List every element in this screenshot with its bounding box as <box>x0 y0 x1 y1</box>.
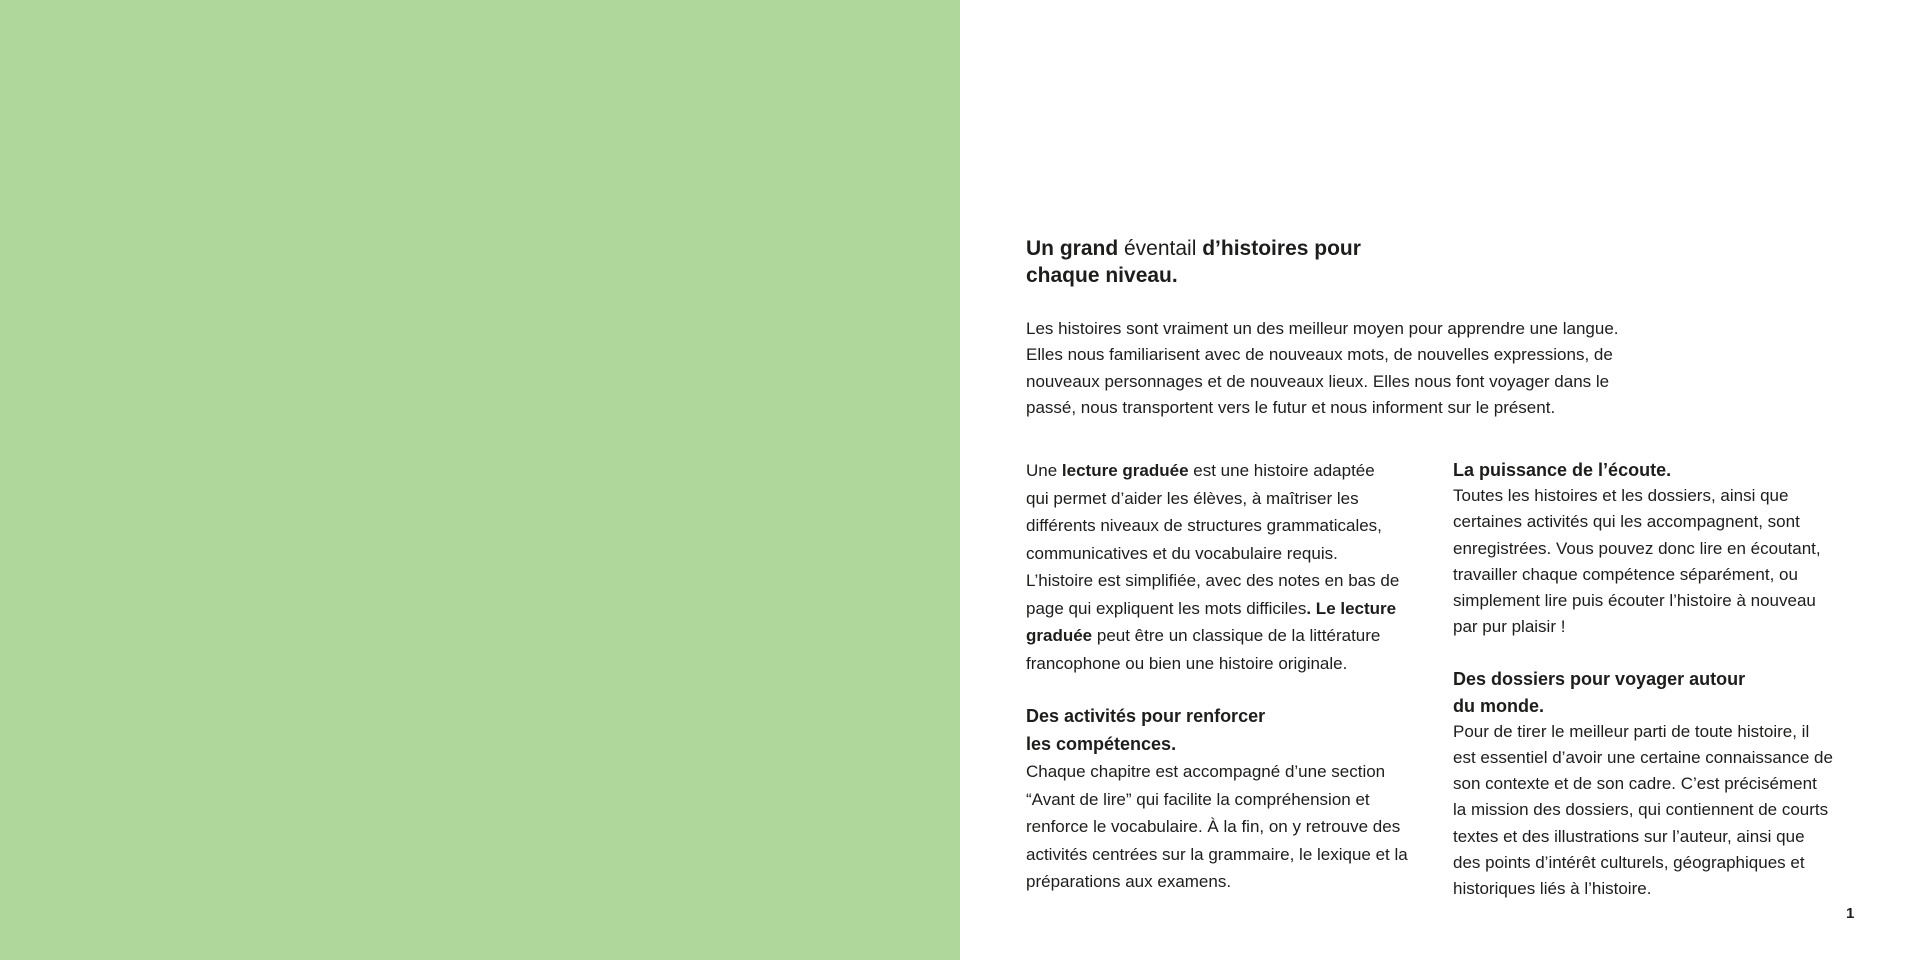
text-line: simplement lire puis écouter l’histoire à nouveau <box>1453 591 1816 611</box>
text-line: des points d’intérêt culturels, géographiques et <box>1453 852 1805 872</box>
text-line: communicatives et du vocabulaire requis. <box>1026 543 1338 563</box>
text-line: L’histoire est simplifiée, avec des notes en bas de <box>1026 571 1400 590</box>
section-heading: Des dossiers pour voyager autour <box>1453 669 1746 690</box>
text: Une <box>1026 461 1062 480</box>
text-line: Les histoires sont vraiment un des meilleur moyen pour apprendre une langue. <box>1026 319 1619 338</box>
text-line: renforce le vocabulaire. À la fin, on y retrouve des <box>1026 817 1401 836</box>
section-heading: les compétences. <box>1026 733 1177 754</box>
section-heading: Des activités pour renforcer <box>1026 706 1266 726</box>
text-line: activités centrées sur la grammaire, le lexique et la <box>1026 844 1408 864</box>
text-line: passé, nous transportent vers le futur et nous informent sur le présent. <box>1026 397 1556 417</box>
text-line: la mission des dossiers, qui contiennent de courts <box>1453 800 1829 820</box>
section-heading: du monde. <box>1453 695 1544 716</box>
text-line: certaines activités qui les accompagnent, sont <box>1453 512 1800 532</box>
page-title <box>1026 235 1361 289</box>
text-line: Elles nous familiarisent avec de nouveaux mots, de nouvelles expressions, de <box>1026 345 1613 365</box>
title-light: éventail <box>1118 237 1203 260</box>
text-line: par pur plaisir ! <box>1453 617 1566 637</box>
bold-text: graduée <box>1026 626 1093 645</box>
text: peut être un classique de la littérature <box>1092 626 1381 645</box>
bold-text: lecture <box>1340 598 1397 618</box>
section-heading: La puissance de l’écoute. <box>1453 460 1672 480</box>
text-line: son contexte et de son cadre. C’est précisément <box>1453 774 1817 794</box>
text: est une histoire adaptée <box>1188 461 1375 480</box>
text-line: travailler chaque compétence séparément, ou <box>1453 564 1798 584</box>
text-line: qui permet d’aider les élèves, à maîtriser les <box>1026 488 1359 508</box>
text-line: textes et des illustrations sur l’auteur, ainsi que <box>1453 826 1805 846</box>
text: page qui expliquent les mots difficiles <box>1026 598 1307 618</box>
text-line: préparations aux examens. <box>1026 872 1232 891</box>
text-line: Chaque chapitre est accompagné d’une section <box>1026 762 1386 781</box>
title-bold: Un grand <box>1026 237 1119 260</box>
page-number: 1 <box>1846 905 1855 922</box>
text-line: francophone ou bien une histoire originale. <box>1026 653 1348 673</box>
text-line: différents niveaux de structures grammaticales, <box>1026 516 1382 535</box>
text-line: est essentiel d’avoir une certaine connaissance de <box>1453 748 1833 768</box>
text-line: nouveaux personnages et de nouveaux lieux. Elles nous font voyager dans le <box>1026 371 1610 391</box>
bold-text: lecture graduée <box>1061 461 1189 480</box>
text-line: “Avant de lire” qui facilite la compréhension et <box>1026 789 1370 809</box>
title-line: chaque niveau. <box>1026 264 1178 287</box>
right-column <box>1453 457 1873 902</box>
text-line: Pour de tirer le meilleur parti de toute histoire, il <box>1453 721 1810 741</box>
text-line: enregistrées. Vous pouvez donc lire en écoutant, <box>1453 538 1821 558</box>
text-line: historiques liés à l’histoire. <box>1453 879 1652 899</box>
left-column <box>1026 457 1446 896</box>
bold-text: . Le <box>1306 598 1341 618</box>
text-line: Toutes les histoires et les dossiers, ainsi que <box>1453 486 1789 506</box>
intro-paragraph <box>1026 316 1619 421</box>
title-bold: d’histoires pour <box>1202 237 1361 260</box>
